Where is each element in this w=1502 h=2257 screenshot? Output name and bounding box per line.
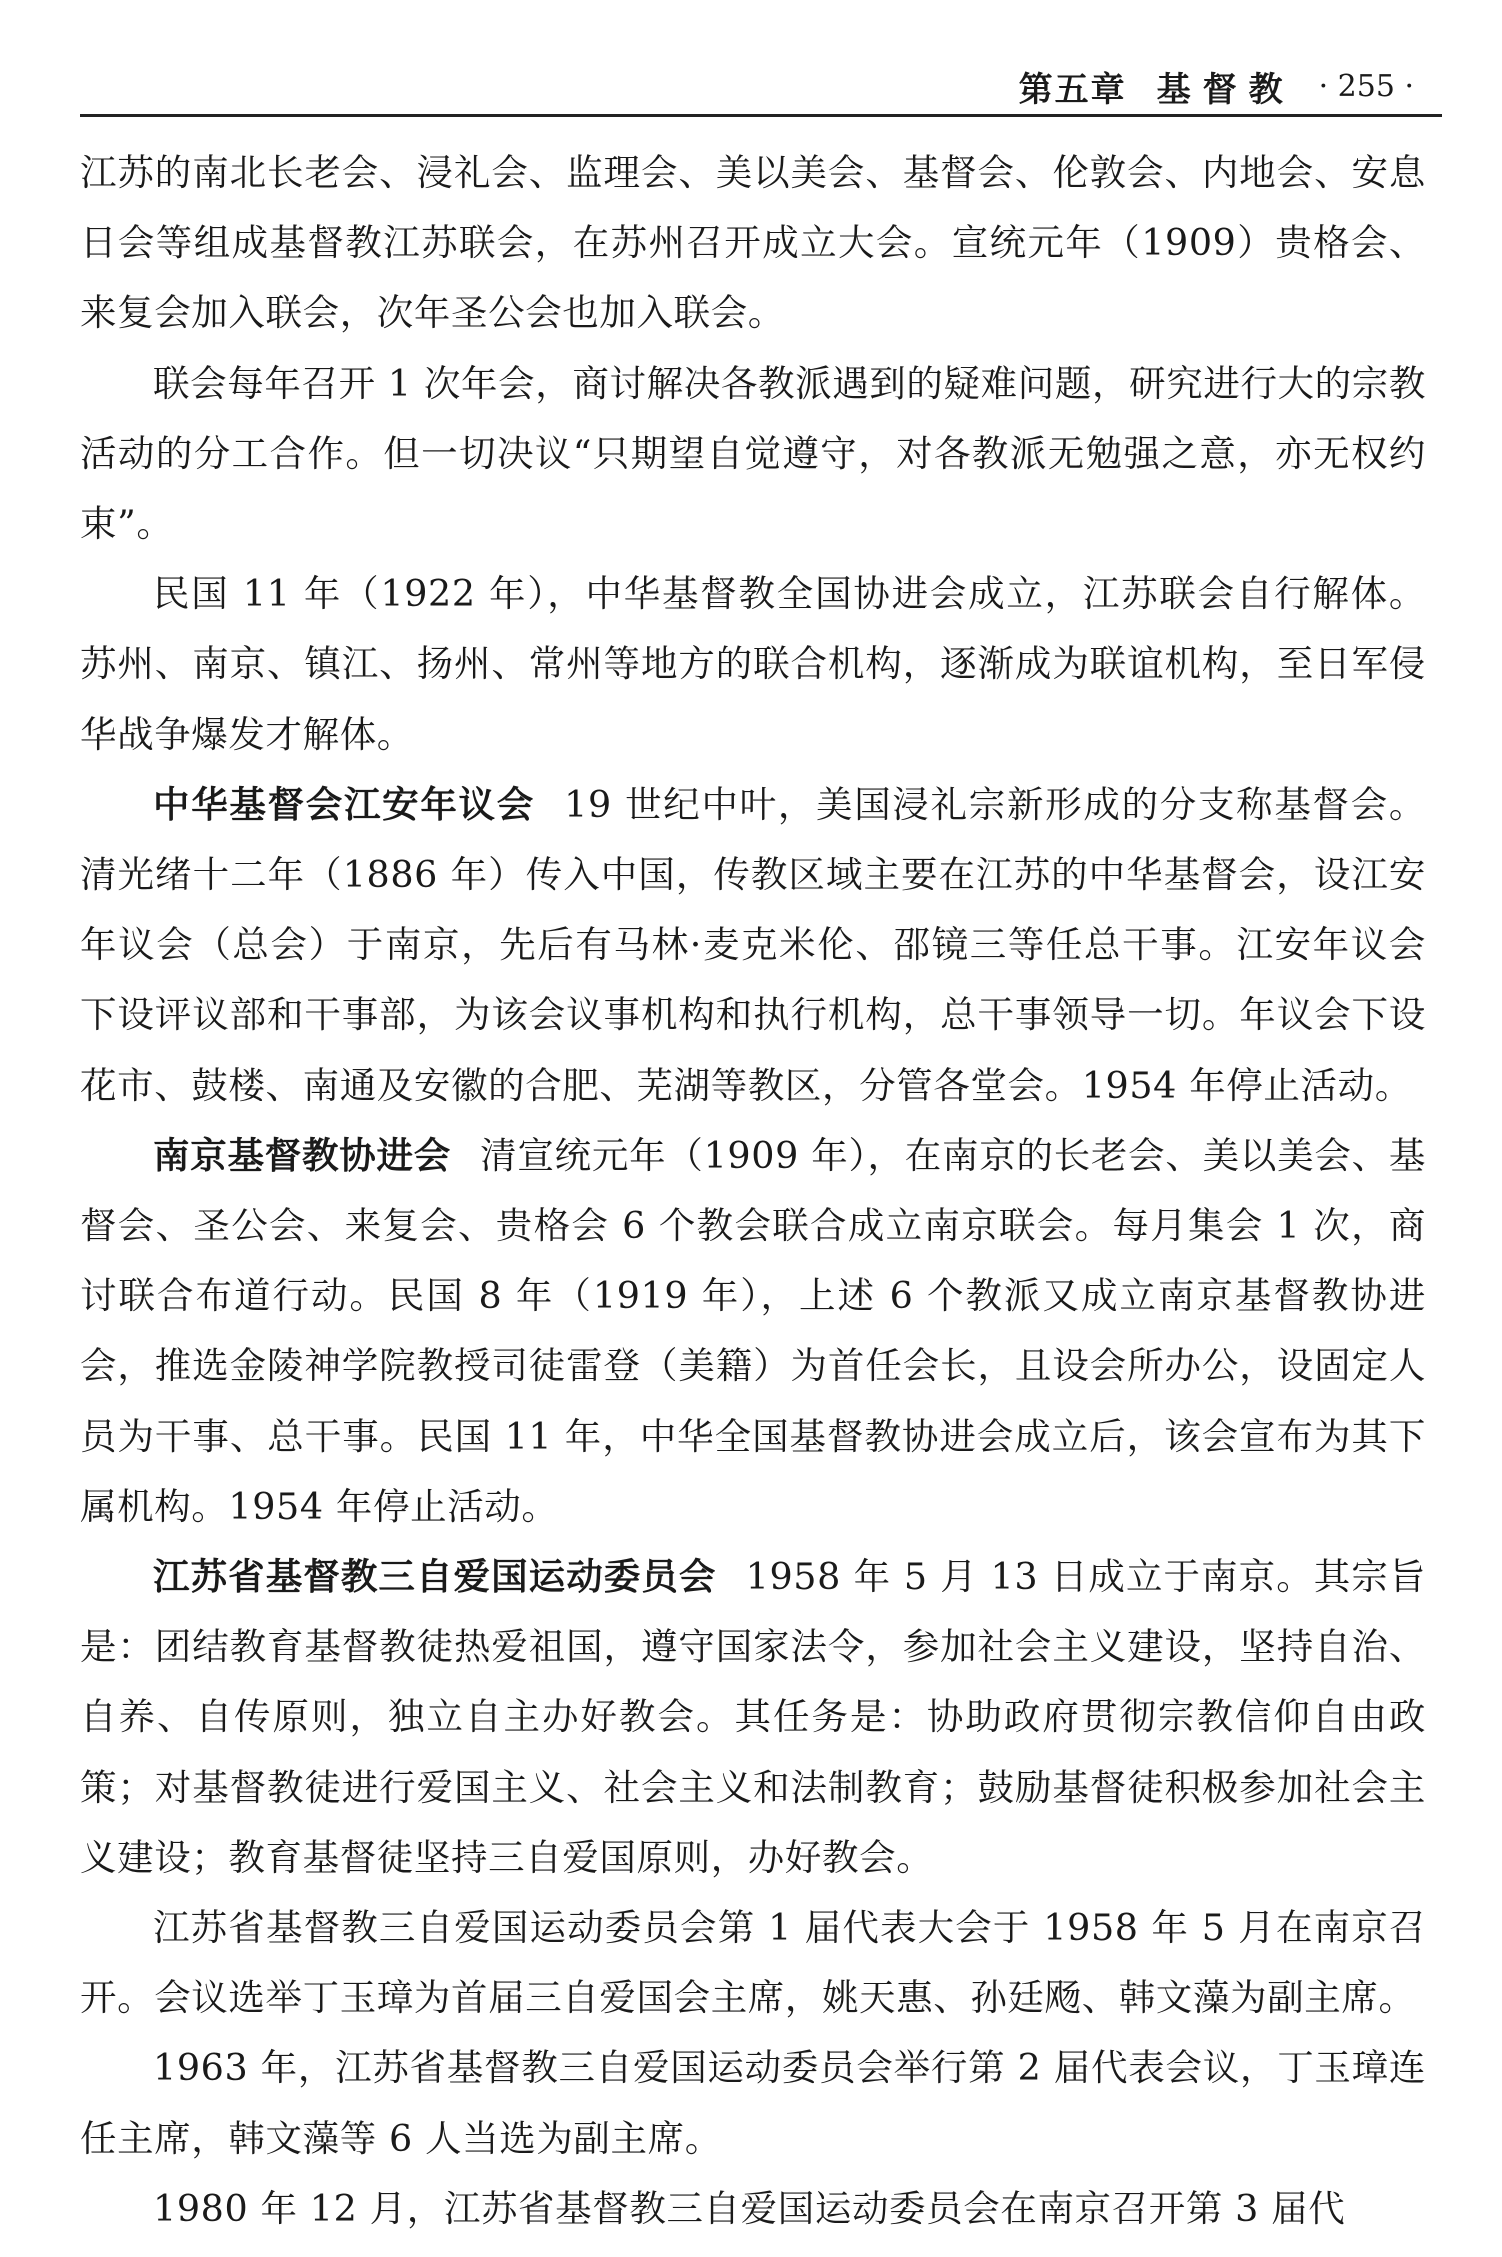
page-number: · 255 · xyxy=(1318,68,1414,104)
paragraph-text: 江苏的南北长老会、浸礼会、监理会、美以美会、基督会、伦敦会、内地会、安息日会等组成基督教江苏联会，在苏州召开成立大会。宣统元年（1909）贵格会、来复会加入联会，次年圣公会也加入联会。 xyxy=(80,151,1426,335)
paragraph-text: 江苏省基督教三自爱国运动委员会第 1 届代表大会于 1958 年 5 月在南京召开。会议选举丁玉璋为首届三自爱国会主席，姚天惠、孙廷飏、韩文藻为副主席。 xyxy=(80,1906,1426,2020)
paragraph xyxy=(80,138,1426,349)
chapter-label: 第五章 xyxy=(1018,69,1127,110)
header-rule xyxy=(80,114,1442,117)
running-head xyxy=(1019,58,1414,114)
paragraph-text: 联会每年召开 1 次年会，商讨解决各教派遇到的疑难问题，研究进行大的宗教活动的分工合作。但一切决议“只期望自觉遵守，对各教派无勉强之意，亦无权约束”。 xyxy=(80,361,1426,546)
paragraph-text: 清宣统元年（1909 年），在南京的长老会、美以美会、基督会、圣公会、来复会、贵格会 6 个教会联合成立南京联会。每月集会 1 次，商讨联合布道行动。民国 8 年（1919 年），上述 6 个教派又成立南京基督教协进会，推选金陵神学院教授司徒雷登（美籍）为首任会长，且设会所办公，设固定人员为干事、总干事。民国 11 年，中华全国基督教协进会成立后，该会宣布为其下属机构。1954 年停止活动。 xyxy=(80,1133,1426,1528)
paragraph-text: 1963 年，江苏省基督教三自爱国运动委员会举行第 2 届代表会议，丁玉璋连任主席，韩文藻等 6 人当选为副主席。 xyxy=(80,2046,1426,2160)
paragraph-text: 1958 年 5 月 13 日成立于南京。其宗旨是：团结教育基督教徒热爱祖国，遵守国家法令，参加社会主义建设，坚持自治、自养、自传原则，独立自主办好教会。其任务是：协助政府贯彻宗教信仰自由政策；对基督教徒进行爱国主义、社会主义和法制教育；鼓励基督徒积极参加社会主义建设；教育基督徒坚持三自爱国原则，办好教会。 xyxy=(80,1555,1427,1879)
paragraph-text: 19 世纪中叶，美国浸礼宗新形成的分支称基督会。清光绪十二年（1886 年）传入中国，传教区域主要在江苏的中华基督会，设江安年议会（总会）于南京，先后有马林·麦克米伦、邵镜三等任总干事。江安年议会下设评议部和干事部，为该会议事机构和执行机构，总干事领导一切。年议会下设花市、鼓楼、南通及安徽的合肥、芜湖等教区，分管各堂会。1954 年停止活动。 xyxy=(80,782,1427,1107)
entry-term: 南京基督教协进会 xyxy=(153,1133,451,1177)
entry-term: 中华基督会江安年议会 xyxy=(153,782,535,826)
paragraph-text: 1980 年 12 月，江苏省基督教三自爱国运动委员会在南京召开第 3 届代 xyxy=(153,2186,1346,2230)
paragraph xyxy=(80,349,1426,560)
body-text xyxy=(80,138,1426,2244)
section-label: 基督教 xyxy=(1156,69,1295,110)
paragraph-text: 民国 11 年（1922 年），中华基督教全国协进会成立，江苏联会自行解体。苏州、南京、镇江、扬州、常州等地方的联合机构，逐渐成为联谊机构，至日军侵华战争爆发才解体。 xyxy=(80,572,1426,756)
paragraph xyxy=(80,2174,1426,2244)
entry-term: 江苏省基督教三自爱国运动委员会 xyxy=(153,1555,717,1599)
paragraph xyxy=(80,2033,1426,2173)
entry-paragraph xyxy=(80,770,1426,1121)
entry-paragraph xyxy=(80,1121,1426,1542)
paragraph xyxy=(80,1893,1426,2033)
paragraph xyxy=(80,559,1426,770)
entry-paragraph xyxy=(80,1542,1426,1893)
